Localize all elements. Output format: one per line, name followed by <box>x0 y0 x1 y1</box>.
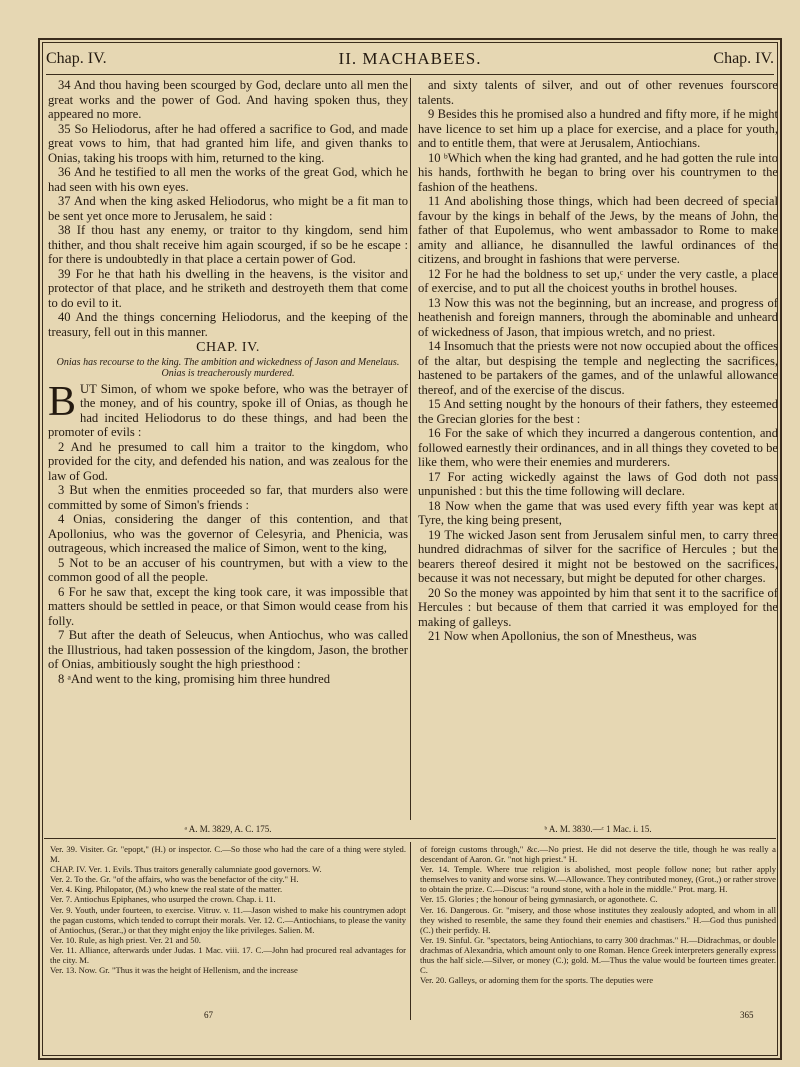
commentary-note: Ver. 20. Galleys, or adorning them for the sports. The deputies were <box>420 975 654 986</box>
running-header <box>46 44 774 75</box>
commentary-left <box>50 844 406 975</box>
drop-cap: B <box>48 378 77 425</box>
verse: 19 The wicked Jason sent from Jerusalem sinful men, to carry three hundred didrachmas of silver for the sacrifice of Hercules ; but the bearers thereof desired it might not be bestowed on the sacrifices, because it was not necessary, but might be deputed for other charges. <box>418 527 778 585</box>
verse: 35 So Heliodorus, after he had offered a sacrifice to God, and made great vows to him, that had granted him life, and given thanks to Onias, taking his troops with him, returned to the king. <box>48 121 408 165</box>
chapter-summary: Onias has recourse to the king. The ambition and wickedness of Jason and Menelaus. Onias is treacherously murdered. <box>56 356 400 379</box>
chapter-first-verse <box>48 378 408 440</box>
verse: 7 But after the death of Seleucus, when Antiochus, who was called the Illustrious, had taken possession of the kingdom, Jason, the brother of Onias, ambitiously sought the high priesthood : <box>48 628 408 671</box>
header-left: Chap. IV. <box>46 50 107 67</box>
verse: 37 And when the king asked Heliodorus, who might be a fit man to be sent yet once more to Jerusalem, he said : <box>48 194 408 223</box>
commentary-note: Ver. 19. Sinful. Gr. "spectators, being Antiochians, to carry 300 drachmas." H.—Didrachmas, or double drachmas of Alexandria, which amount only to one Roman. Hence Greek interpreters generally express thus the half sicle.—Silver, or money (C.); gold. M.—Thus the value would be fourteen times greater. C. <box>420 934 776 976</box>
verse: 40 And the things concerning Heliodorus, and the keeping of the treasury, fell out in this manner. <box>48 310 408 339</box>
commentary-note: of foreign customs through," &c.—No priest. He did not deserve the title, though he was really a descendant of Aaron. Gr. "not high priest." H. <box>420 844 776 865</box>
commentary-note: Ver. 16. Dangerous. Gr. "misery, and those whose institutes they zealously adopted, and whom in all they wished to resemble, the same they found their enemies and chastisers." H.—God thus punished (C.) their perfidy. H. <box>420 904 776 935</box>
header-title: II. MACHABEES. <box>338 49 482 68</box>
commentary-note: Ver. 7. Antiochus Epiphanes, who usurped the crown. Chap. i. 11. <box>50 894 276 905</box>
right-column <box>418 78 778 644</box>
header-right: Chap. IV. <box>713 50 774 67</box>
notes-column-divider <box>410 842 411 1020</box>
verse: 17 For acting wickedly against the laws of God doth not pass unpunished : but this the time following will declare. <box>418 469 778 498</box>
verse: 14 Insomuch that the priests were not now occupied about the offices of the altar, but despising the temple and neglecting the sacrifices, hastened to be partakers of the games, and of the unlawful allowance thereof, and of the exercise of the discus. <box>418 339 778 397</box>
verse: 38 If thou hast any enemy, or traitor to thy kingdom, send him thither, and thou shalt receive him again scourged, if so be he escape : for there is undoubtedly in that place a certain power of God. <box>48 223 408 266</box>
footnote-ref-right: ᵇ A. M. 3830.—ᶜ 1 Mac. i. 15. <box>544 824 652 834</box>
chapter-title: CHAP. IV. <box>196 340 260 355</box>
commentary-note: Ver. 14. Temple. Where true religion is abolished, most people follow none; but rather apply themselves to vanity and worse sins. W.—Allowance. They contributed money, (Grot.,) or rather strove to obtain the prize. C.—Discus: "a round stone, with a hole in the middle." Prot. marg. H. <box>420 864 776 895</box>
verse: 39 For he that hath his dwelling in the heavens, is the visitor and protector of that place, and he striketh and destroyeth them that come to do evil to it. <box>48 266 408 310</box>
commentary-note: Ver. 13. Now. Gr. "Thus it was the height of Hellenism, and the increase <box>50 965 298 976</box>
commentary-note: CHAP. IV. Ver. 1. Evils. Thus traitors generally calumniate good governors. W. <box>50 864 322 875</box>
verse: 4 Onias, considering the danger of this contention, and that Apollonius, who was the governor of Celesyria, and Phenicia, was outrageous, which increased the malice of Simon, went to the king, <box>48 512 408 555</box>
verses-before-chapter <box>48 78 408 339</box>
verse: 10 ᵇWhich when the king had granted, and he had gotten the rule into his hands, forthwith he began to bring over his countrymen to the fashion of the heathens. <box>418 150 778 194</box>
verse: and sixty talents of silver, and out of other revenues fourscore talents. <box>418 78 778 107</box>
page-number-right: 365 <box>740 1010 754 1020</box>
commentary-note: Ver. 11. Alliance, afterwards under Judas. 1 Mac. viii. 17. C.—John had procured real advantages for the city. M. <box>50 944 406 966</box>
left-column <box>48 78 408 686</box>
verse: 16 For the sake of which they incurred a dangerous contention, and followed earnestly their ordinances, and in all things they coveted to be like them, who were their enemies and murderers. <box>418 426 778 469</box>
first-verse-text: UT Simon, of whom we spoke before, who was the betrayer of the money, and of his country, spoke ill of Onias, as though he had incited Heliodorus to do these things, and had been the promoter of evils : <box>48 381 408 439</box>
verse: 36 And he testified to all men the works of the great God, which he had seen with his own eyes. <box>48 165 408 194</box>
commentary-note: Ver. 4. King. Philopator, (M.) who knew the real state of the matter. <box>50 884 283 895</box>
verse: 9 Besides this he promised also a hundred and fifty more, if he might have licence to set him up a place for exercise, and a place for youth, and to entitle them, that were at Jerusalem, Antiochians. <box>418 107 778 150</box>
verse: 18 Now when the game that was used every fifth year was kept at Tyre, the king being present, <box>418 498 778 527</box>
commentary-note: Ver. 39. Visiter. Gr. "epopt," (H.) or inspector. C.—So those who had the care of a thing were styled. M. <box>50 844 406 865</box>
verse: 21 Now when Apollonius, the son of Mnestheus, was <box>428 629 697 643</box>
verses-after-chapter <box>48 440 408 687</box>
page-number-left: 67 <box>204 1010 213 1020</box>
column-divider <box>410 78 411 820</box>
verse: 2 And he presumed to call him a traitor to the kingdom, who provided for the city, and defended his nation, and was zealous for the law of God. <box>48 439 408 483</box>
verse: 34 And thou having been scourged by God, declare unto all men the great works and the power of God. And having spoken thus, they appeared no more. <box>48 78 408 121</box>
commentary-right <box>420 844 776 985</box>
verse: 20 So the money was appointed by him that sent it to the sacrifice of Hercules : but because of them that carried it was employed for the making of galleys. <box>418 585 778 629</box>
verse: 15 And setting nought by the honours of their fathers, they esteemed the Grecian glories for the best : <box>418 397 778 426</box>
verse: 12 For he had the boldness to set up,ᶜ under the very castle, a place of exercise, and to put all the choicest youths in brothel houses. <box>418 266 778 295</box>
verse: 5 Not to be an accuser of his countrymen, but with a view to the common good of all the people. <box>48 555 408 584</box>
verse: 8 ᵃAnd went to the king, promising him three hundred <box>58 671 331 686</box>
verse: 11 And abolishing those things, which had been decreed of special favour by the kings in behalf of the Jews, by the means of John, the father of that Eupolemus, who went ambassador to Rome to make amity and alliance, he disannulled the lawful ordinances of the citizens, and brought in fashions that were perverse. <box>418 194 778 266</box>
verse: 13 Now this was not the beginning, but an increase, and progress of heathenish and foreign manners, through the abominable and unheard of wickedness of Jason, that impious wretch, and no priest. <box>418 295 778 339</box>
verse: 6 For he saw that, except the king took care, it was impossible that matters should be settled in peace, or that Simon would cease from his folly. <box>48 584 408 628</box>
verse: 3 But when the enmities proceeded so far, that murders also were committed by some of Simon's friends : <box>48 483 408 512</box>
commentary-note: Ver. 15. Glories ; the honour of being gymnasiarch, or agonothete. C. <box>420 894 658 905</box>
footnote-ref-left: ᵃ A. M. 3829, A. C. 175. <box>184 824 272 834</box>
notes-separator <box>44 838 776 839</box>
commentary-note: Ver. 9. Youth, under fourteen, to exercise. Vitruv. v. 11.—Jason wished to make his countrymen adopt the pagan customs, which tended to corrupt their morals. Ver. 12. C.—Antiochians, to please the vanity of Antiochus, (Serar.,) or that they might enjoy the like privileges. Salien. M. <box>50 904 406 935</box>
commentary-note: Ver. 10. Rule, as high priest. Ver. 21 and 50. <box>50 934 201 945</box>
commentary-note: Ver. 2. To the. Gr. "of the affairs, who was the benefactor of the city." H. <box>50 874 299 885</box>
